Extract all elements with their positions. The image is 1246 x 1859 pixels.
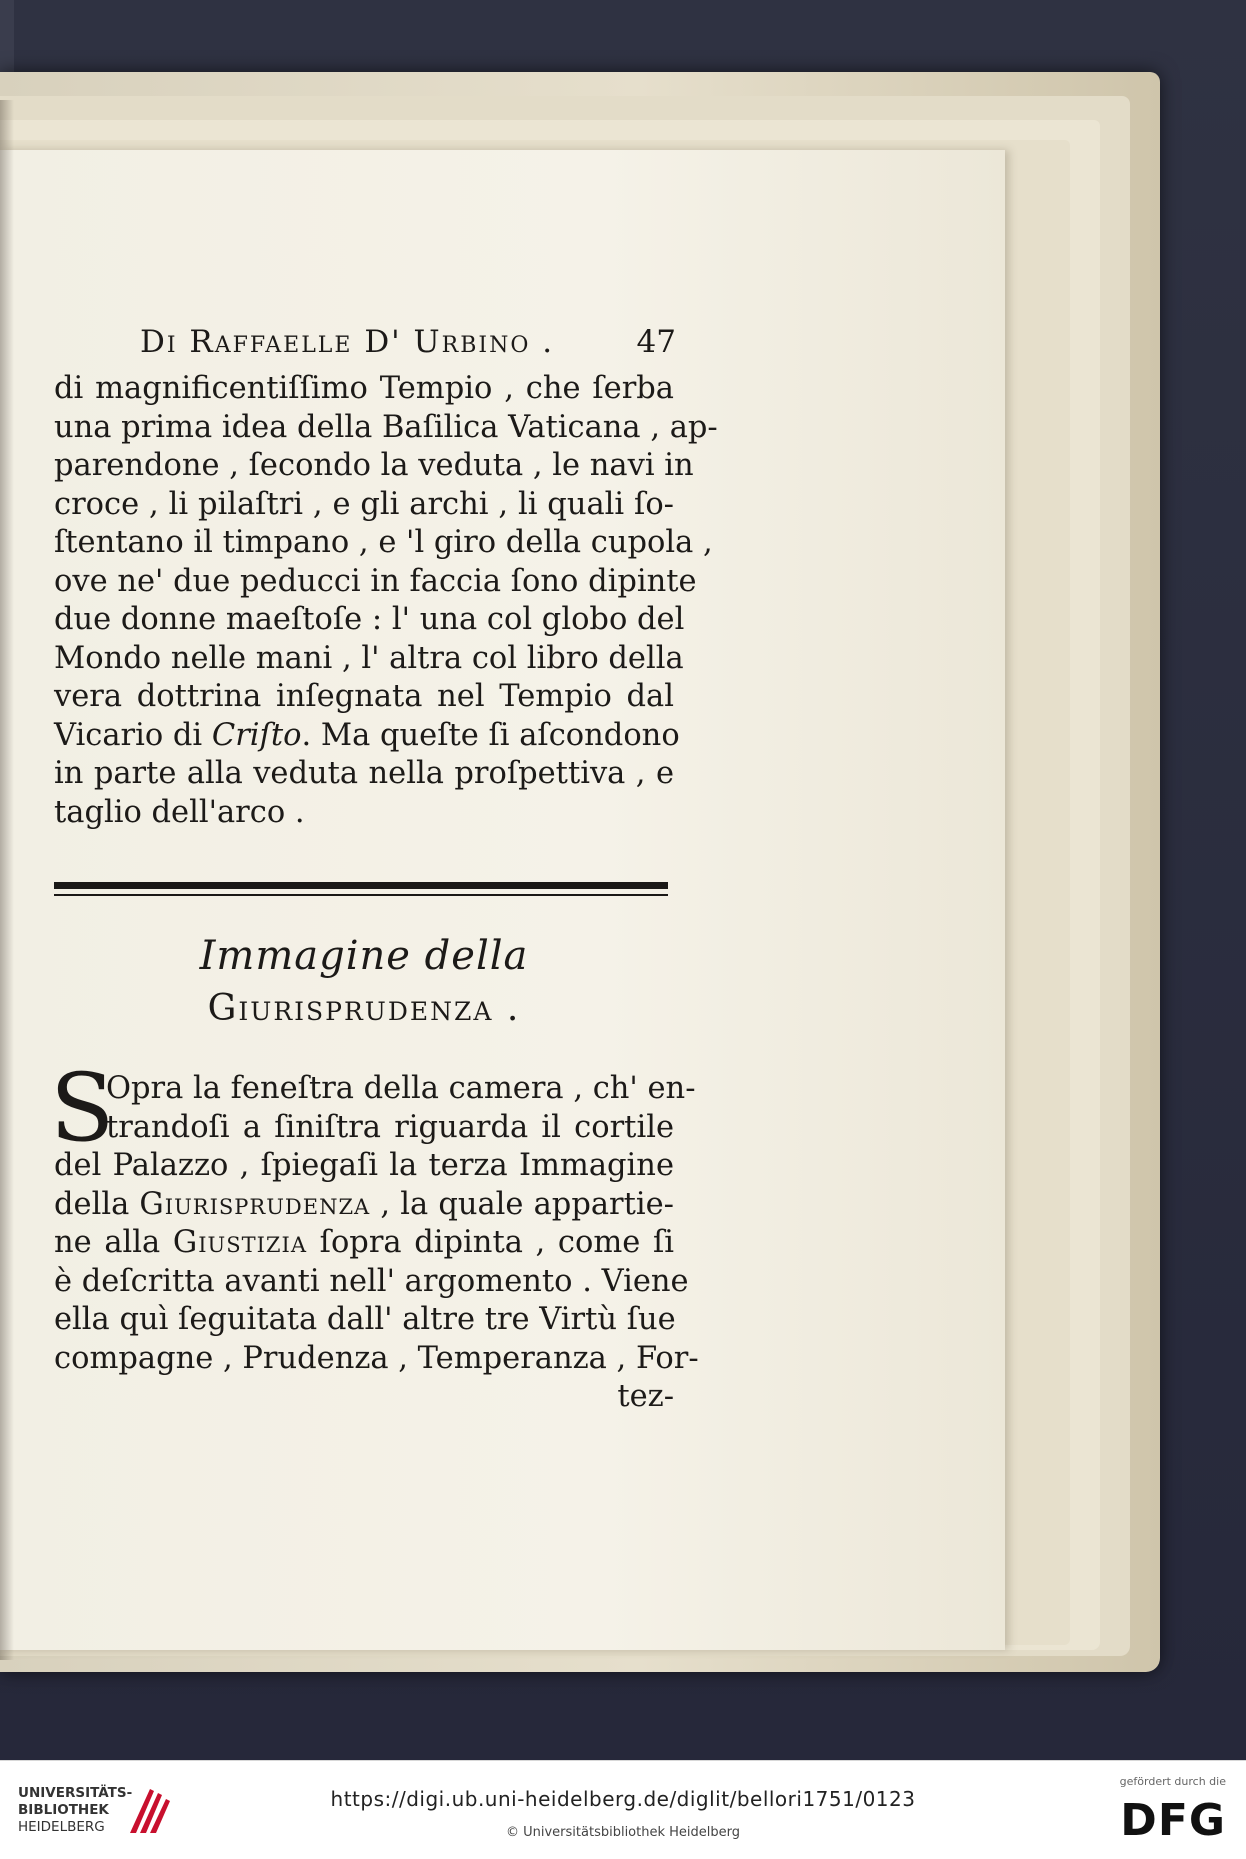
text-line: ove ne' due peducci in faccia ſono dipinte [54,563,697,599]
text-line: parendone , ſecondo la veduta , le navi in [54,448,694,483]
paragraph-1 [54,370,718,832]
section-title-smallcaps: Giurisprudenza . [207,988,521,1029]
logo-line: BIBLIOTHEK [18,1802,109,1818]
page-number: 47 [636,324,676,360]
text-line: una prima idea della Baſilica Vaticana , ap- [54,409,718,445]
section-rule-thin [54,894,668,896]
text-span: ſopra dipinta , come ſi [307,1225,674,1260]
text-line: ella quì ſeguitata dall' altre tre Virtù ſue [54,1302,676,1337]
text-line: vera dottrina inſegnata nel Tempio dal [54,679,674,714]
smallcaps-word: Giustizia [172,1225,307,1260]
text-line: trandoſi a ſiniſtra riguarda il cortile [106,1109,674,1145]
page-text-block [50,324,718,1417]
text-span: della [54,1186,140,1222]
text-span: Vicario di [54,717,212,753]
text-line [54,717,680,756]
section-rule-thick [54,882,668,889]
text-line: Opra la feneſtra della camera , ch' en- [106,1071,696,1106]
text-line: ſtentano il timpano , e 'l giro della cupola , [54,525,713,560]
copyright-notice: © Universitätsbibliothek Heidelberg [505,1825,740,1840]
paragraph-2 [50,1054,699,1417]
italic-word: Criſto [211,717,302,753]
text-line: del Palazzo , ſpiegaſi la terza Immagine [54,1148,674,1183]
section-title-italic: Immagine della [199,933,529,979]
page-header [54,324,674,370]
logo-line: HEIDELBERG [18,1819,105,1835]
smallcaps-word: Giurisprudenza [139,1186,371,1222]
text-line: croce , li pilaſtri , e gli archi , li quali ſo- [54,486,674,522]
dfg-logo[interactable]: DFG [1120,1795,1226,1846]
catch-word: tez- [617,1379,674,1414]
text-span: ne alla [54,1225,173,1260]
text-line: è deſcritta avanti nell' argomento . Viene [54,1263,689,1299]
text-line: Mondo nelle mani , l' altra col libro della [54,640,684,676]
drop-cap: S [50,1054,115,1163]
text-line: compagne , Prudenza , Temperanza , For- [54,1340,699,1376]
text-line: taglio dell'arco . [54,794,305,830]
text-span: . Ma queſte ſi aſcondono [301,717,680,753]
viewer-footer [0,1760,1246,1859]
permalink-url[interactable]: https://digi.ub.uni-heidelberg.de/diglit/bellori1751/0123 [330,1787,916,1811]
text-line: in parte alla veduta nella proſpettiva , e [54,756,674,791]
text-line [54,1186,674,1225]
running-head: Di Raffaelle D' Urbino . [140,324,555,360]
logo-line: UNIVERSITÄTS- [18,1785,133,1801]
text-span: , la quale appartie- [370,1186,674,1222]
text-line [54,1224,674,1263]
funding-label: gefördert durch die [1119,1775,1226,1788]
text-line: due donne maeſtoſe : l' una col globo del [54,602,685,637]
spine-shadow [0,100,14,1660]
text-line: di magnificentiſſimo Tempio , che ſerba [54,371,674,406]
